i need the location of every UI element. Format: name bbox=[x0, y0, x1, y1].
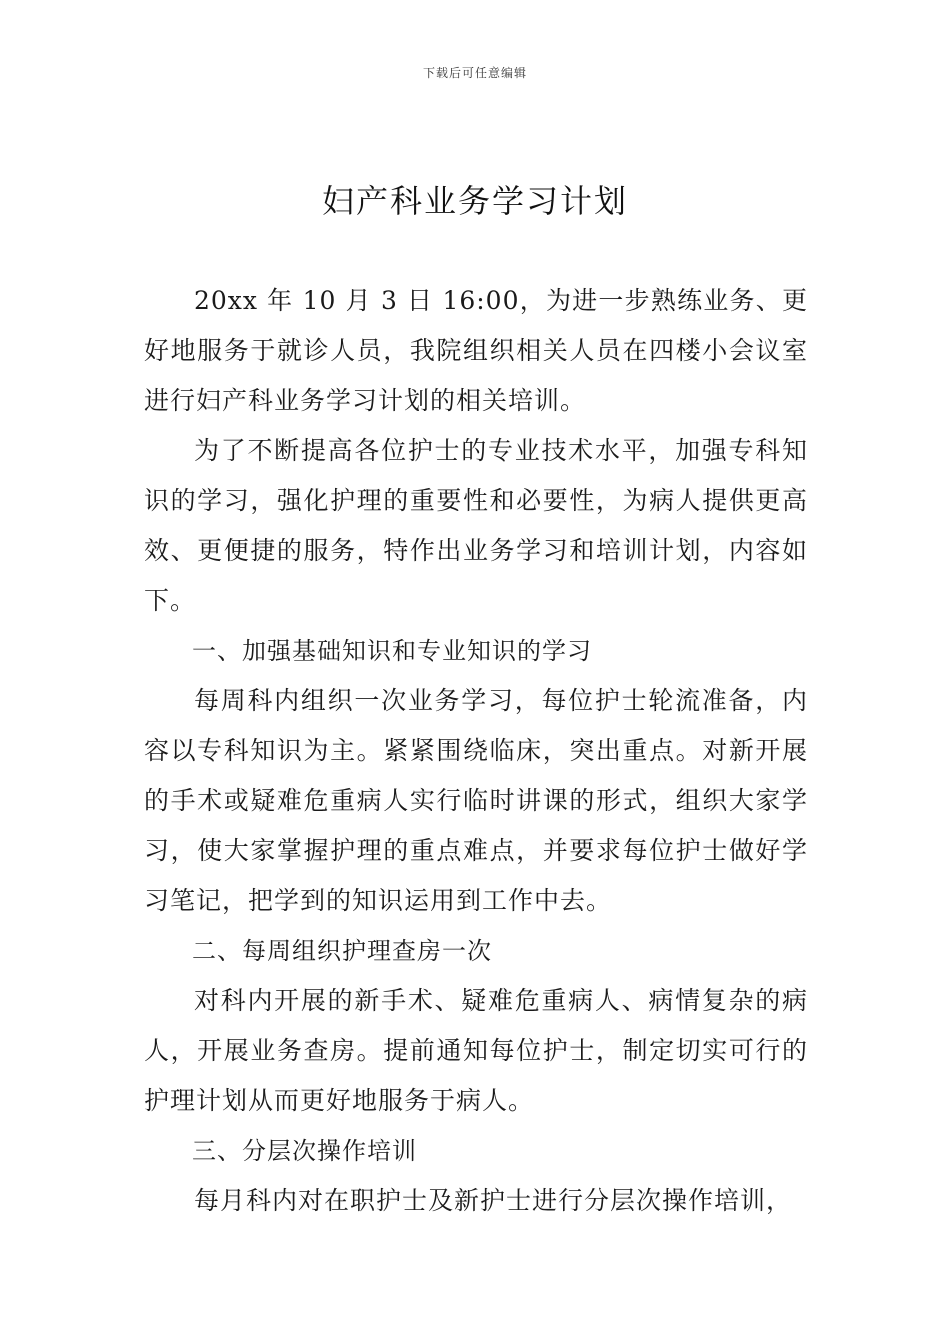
document-title: 妇产科业务学习计划 bbox=[321, 182, 628, 220]
section-heading-1: 一、加强基础知识和专业知识的学习 bbox=[192, 637, 592, 665]
paragraph-section-1: 每周科内组织一次业务学习，每位护士轮流准备，内容以专科知识为主。紧紧围绕临床，突出重点。对新开展的手术或疑难危重病人实行临时讲课的形式，组织大家学习，使大家掌握护理的重点难点，并要求每位护士做好学习笔记，把学到的知识运用到工作中去。 bbox=[144, 686, 808, 915]
paragraph-intro: 20xx 年 10 月 3 日 16:00，为进一步熟练业务、更好地服务于就诊人员，我院组织相关人员在四楼小会议室进行妇产科业务学习计划的相关培训。 bbox=[144, 286, 808, 415]
header-note: 下载后可任意编辑 bbox=[422, 66, 527, 80]
section-heading-2: 二、每周组织护理查房一次 bbox=[192, 937, 492, 965]
paragraph-purpose: 为了不断提高各位护士的专业技术水平，加强专科知识的学习，强化护理的重要性和必要性，为病人提供更高效、更便捷的服务，特作出业务学习和培训计划，内容如下。 bbox=[144, 436, 808, 615]
paragraph-section-3: 每月科内对在职护士及新护士进行分层次操作培训， bbox=[194, 1186, 793, 1215]
document-body bbox=[144, 276, 808, 1226]
section-heading-3: 三、分层次操作培训 bbox=[192, 1137, 417, 1165]
paragraph-section-2: 对科内开展的新手术、疑难危重病人、病情复杂的病人，开展业务查房。提前通知每位护士，制定切实可行的护理计划从而更好地服务于病人。 bbox=[144, 986, 808, 1115]
